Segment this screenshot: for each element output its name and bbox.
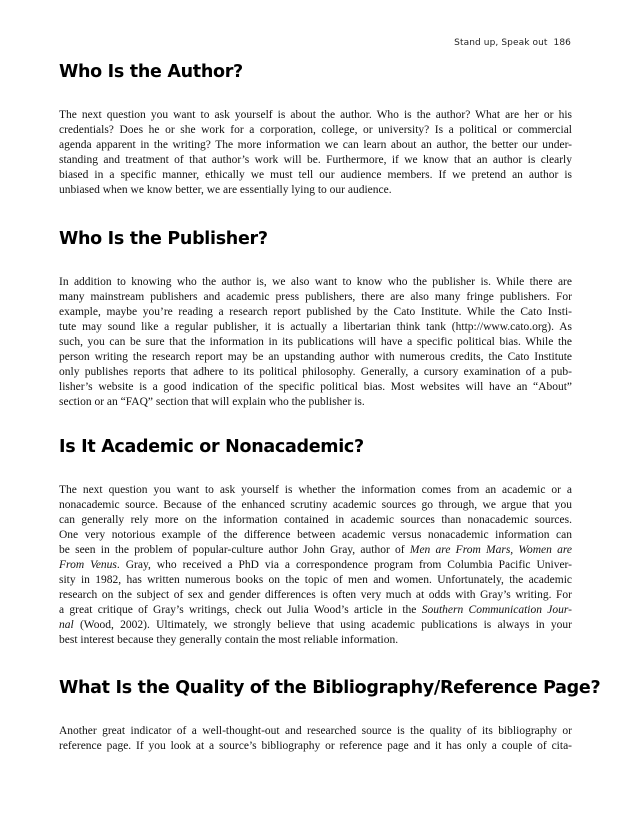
heading-bibliography-quality: What Is the Quality of the Bibliography/Reference Page? xyxy=(59,678,601,698)
paragraph-line: The next question you want to ask yourself is whether the information comes from an academic or a xyxy=(59,484,572,496)
paragraph-line: reference page. If you look at a source’s bibliography or reference page and it has only a couple of cita- xyxy=(59,740,572,752)
paragraph-line: nonacademic source. Because of the enhanced scrutiny academic sources go through, we argue that you xyxy=(59,499,572,511)
paragraph-line: The next question you want to ask yourself is about the author. Who is the author? What are her or his xyxy=(59,109,572,121)
heading-who-is-the-publisher: Who Is the Publisher? xyxy=(59,229,268,249)
paragraph-line: such, you can be sure that the information in its publications will have a specific political bias. While the xyxy=(59,336,572,348)
paragraph-line: research on the subject of sex and gender differences is often very much at odds with Gray’s writing. For xyxy=(59,589,572,601)
paragraph-line: tute may sound like a regular publisher, it is actually a libertarian think tank (http://www.cato.org). As xyxy=(59,321,572,333)
paragraph-line: nal (Wood, 2002). Ultimately, we strongly believe that using academic publications is always in your xyxy=(59,619,572,631)
paragraph-line: best interest because they generally contain the most reliable information. xyxy=(59,634,399,646)
paragraph-line: One very notorious example of the difference between academic versus nonacademic information can xyxy=(59,529,572,541)
paragraph-line: only publishes reports that adhere to its political philosophy. Generally, a cursory examination of a pub- xyxy=(59,366,572,378)
paragraph-line: section or an “FAQ” section that will explain who the publisher is. xyxy=(59,396,365,408)
paragraph-line: biased in a specific manner, ethically we must tell our audience members. If we pretend an author is xyxy=(59,169,572,181)
paragraph-line: be seen in the problem of popular-culture author John Gray, author of Men are From Mars, Women are xyxy=(59,544,572,556)
page-number: 186 xyxy=(553,38,571,48)
running-head xyxy=(454,38,571,48)
paragraph-line: Another great indicator of a well-thought-out and researched source is the quality of its bibliography or xyxy=(59,725,572,737)
paragraph-line: In addition to knowing who the author is, we also want to know who the publisher is. While there are xyxy=(59,276,572,288)
paragraph-line: unbiased when we know better, we are essentially lying to our audience. xyxy=(59,184,392,196)
paragraph-line: sity in 1982, has written numerous books on the topic of men and women. Unfortunately, the academic xyxy=(59,574,572,586)
running-head-title: Stand up, Speak out xyxy=(454,38,548,48)
paragraph-line: can generally rely more on the information contained in academic sources than nonacademic sources. xyxy=(59,514,572,526)
paragraph-line: person writing the research report may be an upstanding author with numerous credits, the Cato Institute xyxy=(59,351,572,363)
paragraph-line: lisher’s website is a good indication of the specific political bias. Most websites will have an “About” xyxy=(59,381,572,393)
paragraph-line: agenda apparent in the writing? The more information we can learn about an author, the better our under- xyxy=(59,139,572,151)
heading-academic-or-nonacademic: Is It Academic or Nonacademic? xyxy=(59,437,364,457)
paragraph-line: From Venus. Gray, who received a PhD via a correspondence program from Columbia Pacific Univer- xyxy=(59,559,572,571)
paragraph-line: standing and treatment of that author’s work will be. Furthermore, if we know that an author is clearly xyxy=(59,154,572,166)
heading-who-is-the-author: Who Is the Author? xyxy=(59,62,243,82)
paragraph-line: example, maybe you’re reading a research report published by the Cato Institute. While the Cato Insti- xyxy=(59,306,572,318)
paragraph-line: a great critique of Gray’s writings, check out Julia Wood’s article in the Southern Communication Jour- xyxy=(59,604,572,616)
paragraph-line: many mainstream publishers and academic press publishers, there are also many fringe publishers. For xyxy=(59,291,572,303)
paragraph-line: credentials? Does he or she work for a corporation, college, or university? Is a political or commercial xyxy=(59,124,572,136)
